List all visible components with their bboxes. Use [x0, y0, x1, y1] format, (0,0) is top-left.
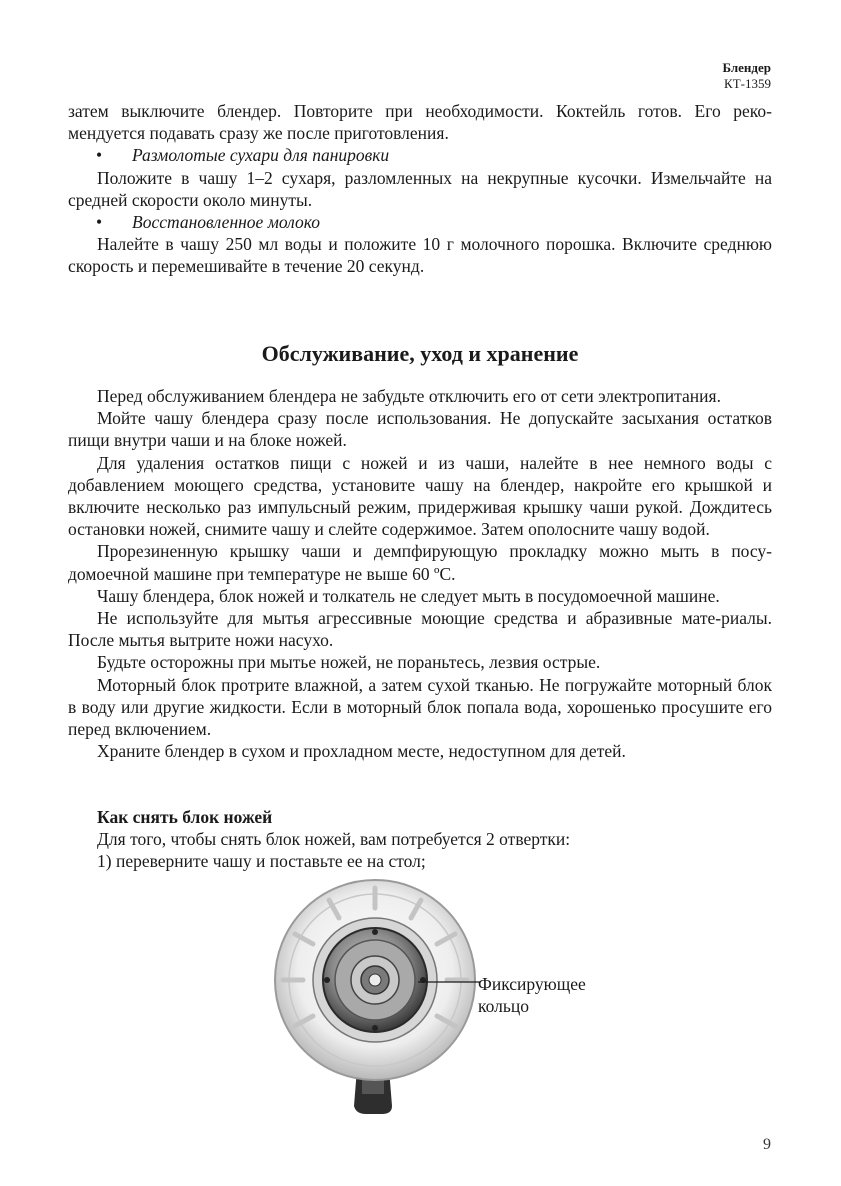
section-paragraph: Будьте осторожны при мытье ножей, не пораньтесь, лезвия острые.: [97, 652, 601, 673]
subsection-line: 1) переверните чашу и поставьте ее на стол;: [97, 851, 426, 872]
header-title: Блендер: [722, 60, 771, 75]
bullet-item: [68, 211, 772, 233]
intro-paragraph: затем выключите блендер. Повторите при необходимости. Коктейль готов. Его реко-мендуется подавать сразу же после приготовления.: [68, 101, 772, 144]
bullet-dot: •: [96, 212, 103, 233]
section-paragraph: Храните блендер в сухом и прохладном месте, недоступном для детей.: [97, 741, 626, 762]
intro-block: [68, 100, 772, 278]
subsection-line: Для того, чтобы снять блок ножей, вам потребуется 2 отвертки:: [97, 829, 571, 850]
section-paragraph: Чашу блендера, блок ножей и толкатель не следует мыть в посудомоечной машине.: [97, 585, 720, 606]
bullet-item: [68, 144, 772, 166]
blender-jar-illustration: [270, 878, 480, 1118]
header-model: КТ-1359: [724, 76, 771, 91]
subsection-block: [68, 806, 772, 873]
section-title: Обслуживание, уход и хранение: [261, 341, 579, 366]
bullet-dot: •: [96, 145, 103, 166]
blender-jar-bottom-view: [270, 878, 480, 1118]
callout-line: Фиксирующее: [478, 974, 586, 994]
section-body: [68, 385, 772, 762]
section-paragraph: Не используйте для мытья агрессивные моющие средства и абразивные мате-риалы. После мытья вытрите ножи насухо.: [68, 608, 772, 651]
bullet-text: Размолотые сухари для панировки: [132, 145, 390, 166]
page-number: 9: [763, 1136, 771, 1153]
page-header: [722, 60, 771, 92]
intro-paragraph: Налейте в чашу 250 мл воды и положите 10 г молочного порошка. Включите среднюю скорость и перемешивайте в течение 20 секунд.: [68, 234, 772, 277]
subsection-title: Как снять блок ножей: [97, 807, 273, 827]
section-paragraph: Мойте чашу блендера сразу после использования. Не допускайте засыхания остатков пищи внутри чаши и на блоке ножей.: [68, 408, 772, 451]
section-paragraph: Перед обслуживанием блендера не забудьте отключить его от сети электропитания.: [97, 386, 721, 406]
section-paragraph: Для удаления остатков пищи с ножей и из чаши, налейте в нее немного воды с добавлением моющего средства, установите чашу на блендер, накройте его крышкой и включите несколько раз импульсный режим, придерживая крышку чаши рукой. Дождитесь остановки ножей, снимите чашу и слейте содержимое. Затем ополосните чашу водой.: [68, 452, 772, 540]
callout-line: кольцо: [478, 996, 529, 1016]
section-paragraph: Моторный блок протрите влажной, а затем сухой тканью. Не погружайте моторный блок в воду или другие жидкости. Если в моторный блок попала вода, хорошенько просушите его перед включением.: [68, 674, 772, 740]
section-paragraph: Прорезиненную крышку чаши и демпфирующую прокладку можно мыть в посу-домоечной машине при температуре не выше 60 ºС.: [68, 541, 772, 584]
bullet-text: Восстановленное молоко: [132, 212, 321, 233]
fixing-ring-callout: [478, 973, 586, 1017]
intro-paragraph: Положите в чашу 1–2 сухаря, разломленных на некрупные кусочки. Измельчайте на средней скорости около минуты.: [68, 167, 772, 210]
